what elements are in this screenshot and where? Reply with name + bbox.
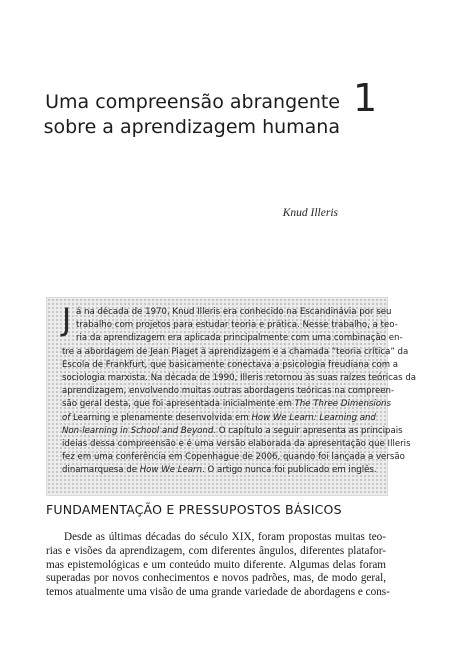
chapter-title-line-1: Uma compreensão abrangente — [45, 91, 340, 113]
book-title-three-dimensions: The Three Dimensions — [294, 399, 391, 410]
chapter-title-line-2: sobre a aprendizagem humana — [43, 116, 340, 138]
abstract-line-part: Learning e plenamente desenvolvida em — [73, 412, 252, 423]
abstract-line: á na década de 1970, Knud Illeris era conhecido na Escandinávia por seu — [76, 307, 392, 317]
abstract-line: tre a abordagem de Jean Piaget à aprendizagem e a chamada “teoria crítica” da — [62, 346, 409, 357]
body-line: rias e visões da aprendizagem, com diferentes ângulos, diferentes platafor- — [46, 544, 386, 557]
book-title-how-we-learn-full: How We Learn: Learning and — [251, 412, 376, 423]
abstract-line: sociologia marxista. Na década de 1990, Illeris retornou às suas raízes teóricas da — [62, 373, 417, 384]
body-line: mas epistemológicas e um conteúdo muito diferente. Algumas delas foram — [46, 558, 386, 571]
body-line: temos atualmente uma visão de uma grande variedade de abordagens e cons- — [46, 586, 390, 599]
abstract-line-part: . O capítulo a seguir apresenta as principais — [213, 425, 403, 436]
chapter-title — [40, 90, 340, 140]
chapter-number: 1 — [353, 76, 378, 120]
abstract-line: aprendizagem, envolvendo muitas outras abordagens teóricas na compreen- — [62, 386, 395, 397]
abstract-line-part: são geral desta, que foi apresentada inicialmente em — [62, 399, 295, 410]
abstract-text — [62, 302, 417, 478]
chapter-author: Knud Illeris — [282, 207, 338, 219]
body-line: superadas por novos conhecimentos e novos padrões, mas, de modo geral, — [46, 572, 386, 585]
body-paragraph — [46, 531, 390, 600]
abstract-line-part: dinamarquesa de — [62, 465, 140, 476]
abstract-line — [62, 425, 403, 438]
abstract-line — [62, 464, 377, 477]
abstract-line-part: . O artigo nunca foi publicado em inglês. — [202, 465, 377, 476]
body-line: Desde as últimas décadas do século XIX, foram propostas muitas teo- — [64, 531, 386, 543]
book-title-non-learning: Non-learning in School and Beyond — [62, 425, 214, 436]
abstract-line: trabalho com projetos para estudar teoria e prática. Nesse trabalho, a teo- — [76, 320, 398, 331]
book-title-how-we-learn: How We Learn — [139, 465, 203, 476]
abstract-line: fez em uma conferência em Copenhague de 2006, quando foi lançada a versão — [62, 452, 405, 463]
abstract-line: ideias dessa compreensão e é uma versão elaborada da apresentação que Illeris — [62, 439, 411, 450]
abstract-line — [62, 398, 391, 411]
book-title-of: of — [62, 412, 71, 423]
abstract-line: ria da aprendizagem era aplicada principalmente com uma combinação en- — [76, 333, 403, 344]
abstract-dropcap: J — [62, 302, 72, 338]
abstract-line: Escola de Frankfurt, que basicamente conectava a psicologia freudiana com a — [62, 359, 399, 370]
abstract-line — [62, 412, 374, 425]
section-heading: FUNDAMENTAÇÃO E PRESSUPOSTOS BÁSICOS — [46, 502, 342, 517]
